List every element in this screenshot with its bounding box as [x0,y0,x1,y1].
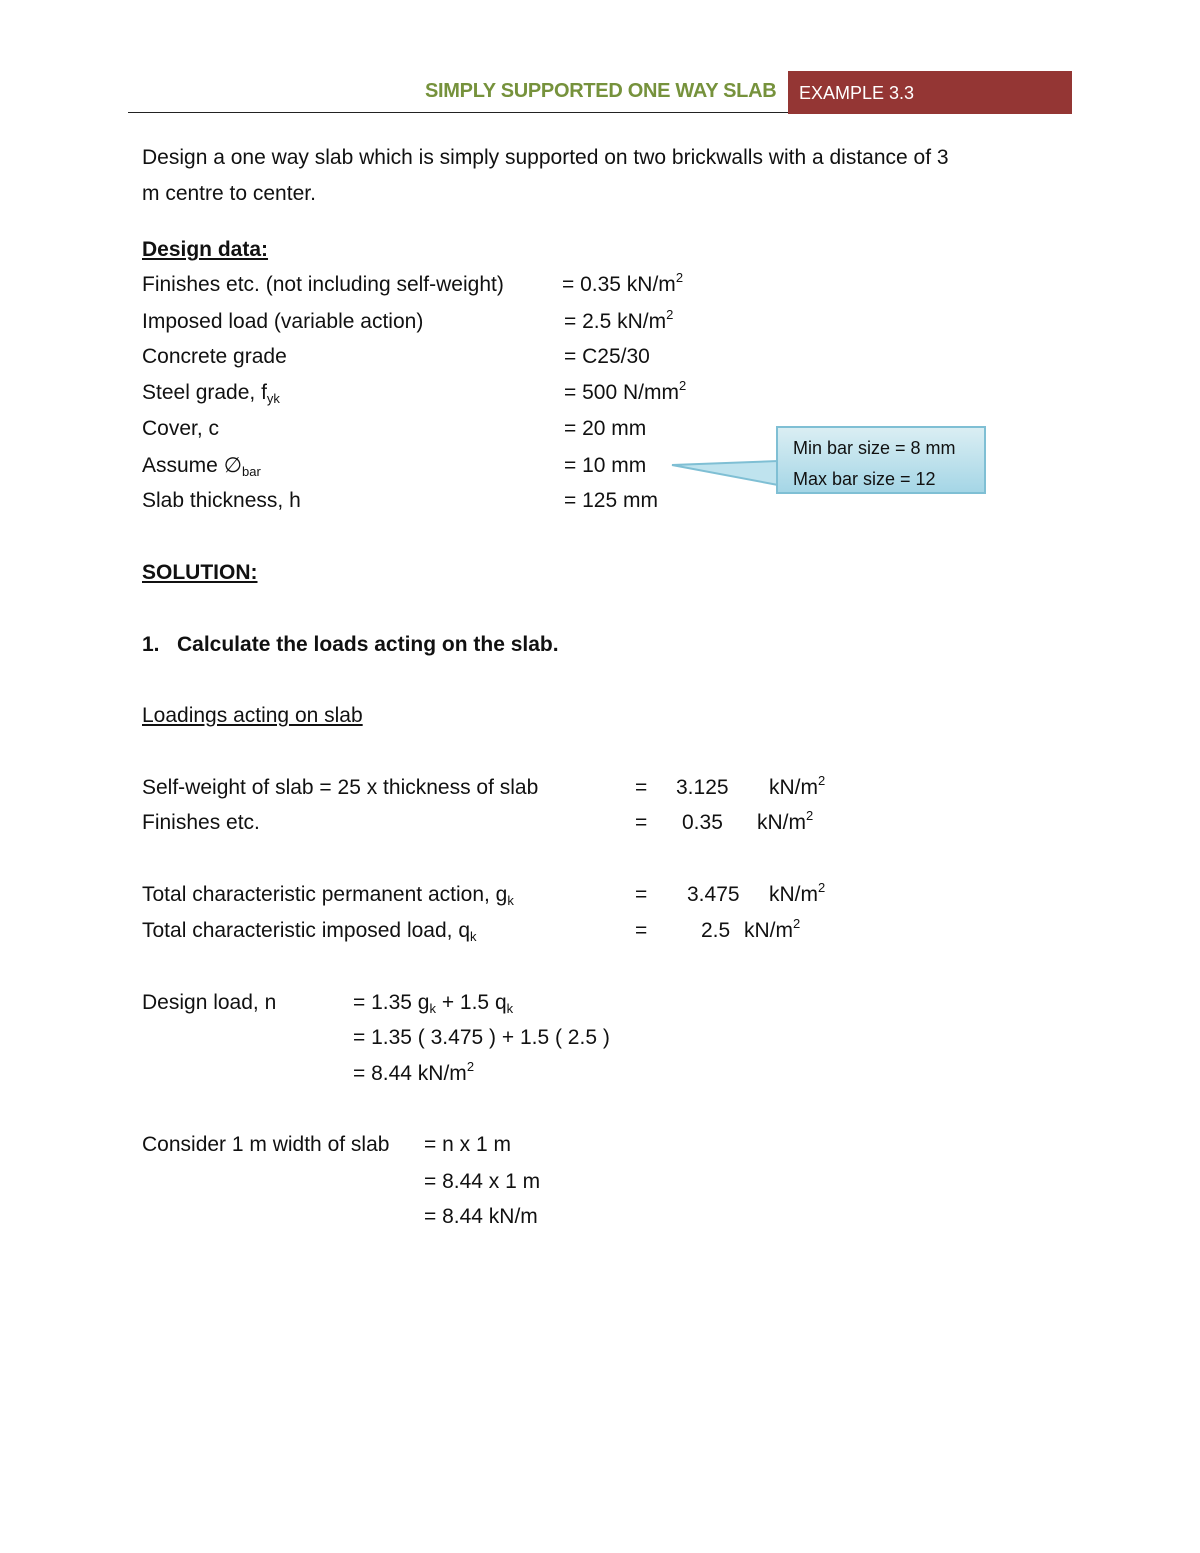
design-load-result: = 8.44 $kN/m^2$ [353,1059,475,1085]
intro-line-1: Design a one way slab which is simply supported on two brickwalls with a distance of 3 [142,146,949,169]
total-gk-unit: $kN/m^2$ [769,880,826,906]
step-1-title: Calculate the loads acting on the slab. [177,633,559,656]
callout-min-bar: Min bar size = 8 mm [793,438,956,458]
loadings-subheading: Loadings acting on slab [142,704,363,727]
total-qk-value: 2.5 [701,919,731,942]
total-qk-label: Total characteristic imposed load, $q_k$ [142,919,477,944]
dd-value-imposed: = 2.5 $kN/m^2$ [564,307,674,333]
total-qk-unit: $kN/m^2$ [744,916,801,942]
consider-width-line-2: = 8.44 x 1 m [424,1170,541,1193]
total-gk-value: 3.475 [687,883,740,906]
dd-value-concrete: = C25/30 [564,345,650,368]
consider-width-line-1: = n x 1 m [424,1133,511,1156]
dd-value-finishes: = 0.35 $kN/m^2$ [562,270,684,296]
finishes-eq: = [635,811,648,834]
design-load-label: Design load, n [142,991,277,1014]
callout-pointer [660,455,790,495]
dd-value-steel: = 500 $N/mm^2$ [564,378,687,404]
design-data-heading: Design data: [142,238,269,261]
dd-label-steel: Steel grade, $f_{yk}$ [142,381,280,406]
step-1-number: 1. [142,633,160,656]
dd-label-bar: Assume $\emptyset_{bar}$ [142,454,261,479]
dd-value-thickness: = 125 mm [564,489,658,512]
total-gk-label: Total characteristic permanent action, $g_k$ [142,883,514,908]
dd-label-thickness: Slab thickness, h [142,489,301,512]
example-badge [788,71,1072,114]
self-weight-value: 3.125 [676,776,729,799]
example-badge-label: EXAMPLE 3.3 [799,83,915,103]
consider-width-label: Consider 1 m width of slab [142,1133,390,1156]
finishes-label: Finishes etc. [142,811,260,834]
total-gk-eq: = [635,883,648,906]
self-weight-label: Self-weight of slab = 25 x thickness of slab [142,776,539,799]
design-load-substitution: = 1.35 ( 3.475 ) + 1.5 ( 2.5 ) [353,1026,610,1049]
dd-label-finishes: Finishes etc. (not including self-weight) [142,273,504,296]
dd-label-imposed: Imposed load (variable action) [142,310,424,333]
finishes-unit: $kN/m^2$ [757,808,814,834]
dd-value-cover: = 20 mm [564,417,647,440]
header-title: SIMPLY SUPPORTED ONE WAY SLAB [425,80,777,102]
callout-bar-size [776,426,986,494]
consider-width-line-3: = 8.44 kN/m [424,1205,538,1228]
callout-max-bar: Max bar size = 12 [793,469,936,489]
dd-label-cover: Cover, c [142,417,220,440]
solution-heading: SOLUTION: [142,561,258,584]
dd-value-bar: = 10 mm [564,454,647,477]
finishes-value: 0.35 [682,811,723,834]
total-qk-eq: = [635,919,648,942]
design-load-formula: = 1.35 $g_k + 1.5$ $q_k$ [353,991,514,1016]
header-divider [128,112,788,113]
self-weight-eq: = [635,776,648,799]
dd-label-concrete: Concrete grade [142,345,287,368]
intro-line-2: m centre to center. [142,182,316,205]
self-weight-unit: $kN/m^2$ [769,773,826,799]
